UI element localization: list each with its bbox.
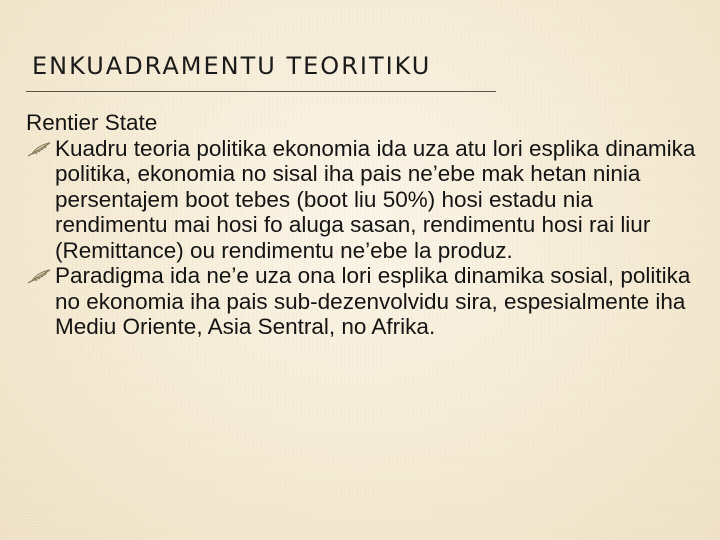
bullet-list [26,136,706,340]
feather-icon [26,141,52,158]
feather-icon [26,268,52,285]
title-underline [26,91,496,92]
bullet-text: Paradigma ida ne’e uza ona lori esplika dinamika sosial, politika no ekonomia iha pais sub-dezenvolvidu sira, espesialmente iha Mediu Oriente, Asia Sentral, no Afrika. [55,263,691,339]
bullet-item [26,136,706,264]
slide-content [26,110,706,340]
subheading: Rentier State [26,110,158,135]
slide-title: ENKUADRAMENTU TEORITIKU [32,52,432,80]
bullet-item [26,263,706,340]
bullet-text: Kuadru teoria politika ekonomia ida uza atu lori esplika dinamika politika, ekonomia no sisal iha pais ne’ebe mak hetan ninia persentajem boot tebes (boot liu 50%) hosi estadu nia rendimentu mai hosi fo aluga sasan, rendimentu hosi rai liur (Remittance) ou rendimentu ne’ebe la produz. [55,135,696,263]
